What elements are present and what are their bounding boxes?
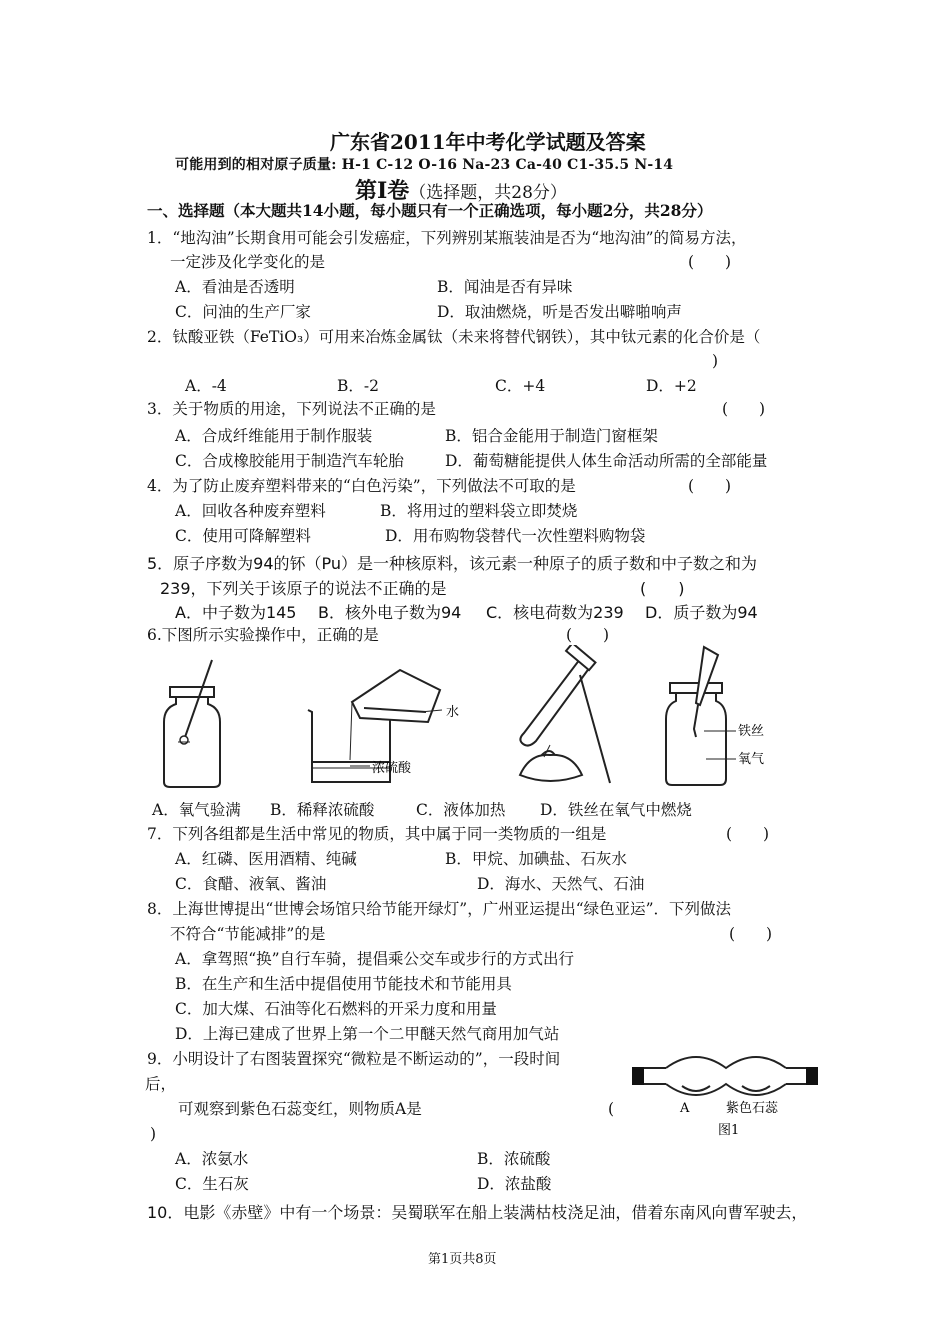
figure-iron-oxygen [660, 645, 780, 790]
q7-paren: ( ) [726, 825, 770, 843]
q7-option-c: C．食醋、液氧、酱油 [175, 875, 327, 893]
q4-option-c: C．使用可降解塑料 [175, 527, 311, 545]
q1-option-b: B．闻油是否有异味 [437, 278, 573, 296]
q2-option-b: B．-2 [337, 377, 379, 395]
volume-main: 第Ⅰ卷 [355, 178, 410, 204]
q5-paren: ( ) [640, 579, 685, 598]
figure-1-apparatus [630, 1050, 820, 1140]
q6-option-b: B．稀释浓硫酸 [270, 801, 375, 819]
q2-option-d: D．+2 [646, 377, 697, 395]
q9-option-d: D．浓盐酸 [477, 1175, 552, 1193]
q3-option-a: A．合成纤维能用于制作服装 [175, 427, 373, 445]
page-footer: 第1页共8页 [428, 1252, 497, 1267]
page-title: 广东省2011年中考化学试题及答案 [330, 130, 646, 154]
q5-option-c: C．核电荷数为239 [486, 603, 624, 622]
volume-note: （选择题，共28分） [409, 183, 567, 203]
q4-line1: 4．为了防止废弃塑料带来的“白色污染”，下列做法不可取的是 [147, 477, 576, 495]
q1-line2: 一定涉及化学变化的是 [170, 253, 326, 271]
q4-option-b: B．将用过的塑料袋立即焚烧 [380, 502, 578, 520]
q3-option-b: B．铝合金能用于制造门窗框架 [445, 427, 658, 445]
q3-paren: ( ) [722, 400, 766, 418]
q3-line1: 3．关于物质的用途，下列说法不正确的是 [147, 400, 436, 418]
q5-option-d: D．质子数为94 [645, 603, 758, 622]
q4-option-a: A．回收各种废弃塑料 [175, 502, 326, 520]
figure-heating-liquid [510, 645, 620, 793]
q5-line2: 239，下列关于该原子的说法不正确的是 [160, 579, 447, 598]
q7-option-d: D．海水、天然气、石油 [477, 875, 645, 893]
q9-line2: 可观察到紫色石蕊变红，则物质A是 [178, 1100, 422, 1118]
q7-option-a: A．红磷、医用酒精、纯碱 [175, 850, 357, 868]
q7-line1: 7．下列各组都是生活中常见的物质，其中属于同一类物质的一组是 [147, 825, 607, 843]
q3-option-d: D．葡萄糖能提供人体生命活动所需的全部能量 [445, 452, 768, 470]
q5-option-a: A．中子数为145 [175, 603, 297, 622]
q6-paren: ( ) [566, 626, 610, 644]
q4-option-d: D．用布购物袋替代一次性塑料购物袋 [385, 527, 646, 545]
q1-paren: ( ) [688, 253, 732, 271]
q7-option-b: B．甲烷、加碘盐、石灰水 [445, 850, 627, 868]
label-iron-wire: 铁丝 [738, 724, 765, 739]
q8-option-c: C．加大煤、石油等化石燃料的开采力度和用量 [175, 1000, 497, 1018]
figure-oxygen-test [150, 652, 230, 792]
q9-option-a: A．浓氨水 [175, 1150, 249, 1168]
q1-line1: 1．“地沟油”长期食用可能会引发癌症，下列辨别某瓶装油是否为“地沟油”的简易方法， [147, 229, 747, 247]
label-oxygen: 氧气 [738, 752, 765, 767]
q9-paren-open: ( [608, 1100, 615, 1118]
q6-option-a: A．氧气验满 [152, 801, 241, 819]
q9-option-b: B．浓硫酸 [477, 1150, 551, 1168]
q9-line1b: 后， [145, 1075, 177, 1093]
q1-option-d: D．取油燃烧，听是否发出噼啪响声 [437, 303, 682, 321]
q6-line1: 6.下图所示实验操作中，正确的是 [147, 626, 379, 644]
q8-option-a: A．拿驾照“换”自行车骑，提倡乘公交车或步行的方式出行 [175, 950, 575, 968]
label-water: 水 [446, 705, 460, 720]
q5-line1: 5．原子序数为94的钚（Pu）是一种核原料，该元素一种原子的质子数和中子数之和为 [147, 554, 758, 573]
q1-option-c: C．问油的生产厂家 [175, 303, 311, 321]
q8-line1: 8．上海世博提出“世博会场馆只给节能开绿灯”，广州亚运提出“绿色亚运”．下列做法 [147, 900, 732, 918]
q8-option-d: D．上海已建成了世界上第一个二甲醚天然气商用加气站 [175, 1025, 560, 1043]
q3-option-c: C．合成橡胶能用于制造汽车轮胎 [175, 452, 404, 470]
figure-1-caption: 图1 [718, 1123, 740, 1138]
q4-paren: ( ) [688, 477, 732, 495]
q8-line2: 不符合“节能减排”的是 [170, 925, 326, 943]
q9-line1: 9．小明设计了右图装置探究“微粒是不断运动的”，一段时间 [147, 1050, 561, 1068]
q2-line1: 2．钛酸亚铁（FeTiO₃）可用来冶炼金属钛（未来将替代钢铁），其中钛元素的化合价是（ [147, 328, 761, 346]
q9-option-c: C．生石灰 [175, 1175, 249, 1193]
q1-option-a: A．看油是否透明 [175, 278, 295, 296]
q6-option-d: D．铁丝在氧气中燃烧 [540, 801, 692, 819]
figure-dilute-acid [300, 650, 480, 790]
q6-option-c: C．液体加热 [416, 801, 506, 819]
q2-option-c: C．+4 [495, 377, 546, 395]
q10-line1: 10．电影《赤壁》中有一个场景：吴蜀联军在船上装满枯枝浇足油，借着东南风向曹军驶去， [147, 1203, 808, 1222]
q8-paren: ( ) [729, 925, 773, 943]
atomic-masses: 可能用到的相对原子质量: H-1 C-12 O-16 Na-23 Ca-40 C1-35.5 N-14 [175, 157, 674, 173]
q5-option-b: B．核外电子数为94 [318, 603, 462, 622]
section-title: 一、选择题（本大题共14小题，每小题只有一个正确选项，每小题2分，共28分） [147, 201, 713, 220]
label-substance-a: A [680, 1101, 690, 1116]
q8-option-b: B．在生产和生活中提倡使用节能技术和节能用具 [175, 975, 512, 993]
q2-option-a: A．-4 [185, 377, 227, 395]
label-conc-acid: 浓硫酸 [372, 761, 412, 776]
label-purple-litmus: 紫色石蕊 [726, 1101, 779, 1116]
q9-paren-close: ) [150, 1125, 157, 1143]
q2-paren: ) [712, 352, 719, 370]
